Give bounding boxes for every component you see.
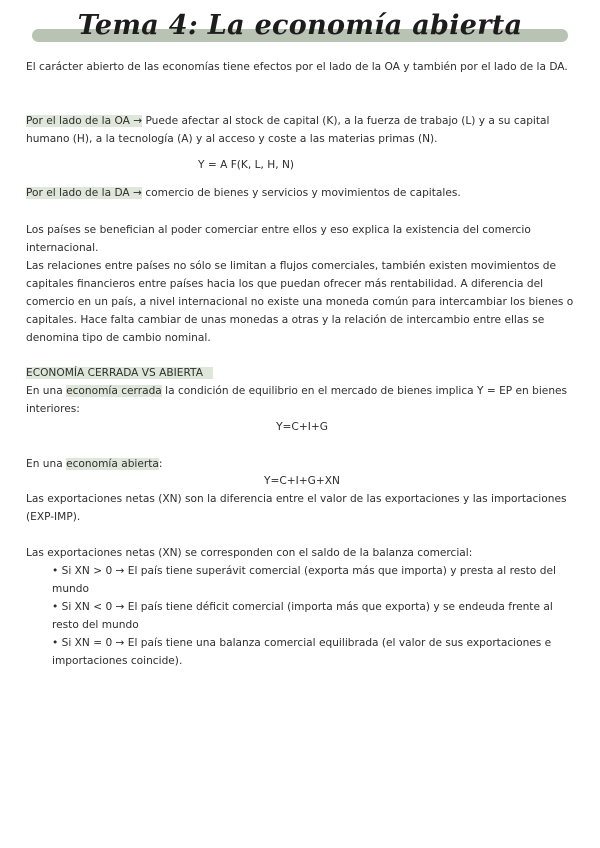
- open-economy-paragraph: [26, 455, 578, 473]
- list-item: • Si XN > 0 → El país tiene superávit comercial (exporta más que importa) y presta al resto del mundo: [52, 565, 556, 595]
- oa-text: Puede afectar al stock de capital (K), a la fuerza de trabajo (L) y a su capital humano (H), a la tecnología (A) y al acceso y coste a las materias primas (N).: [26, 115, 550, 145]
- oa-lead: Por el lado de la OA →: [26, 115, 143, 127]
- open-term: economía abierta: [66, 458, 159, 470]
- closed-pre: En una: [26, 385, 63, 397]
- closed-term: economía cerrada: [66, 385, 162, 397]
- closed-formula: Y=C+I+G: [276, 421, 328, 433]
- closed-post: la condición de equilibrio en el mercado de bienes implica Y = EP en bienes interiores:: [26, 385, 568, 415]
- trade-paragraph: Los países se benefician al poder comerciar entre ellos y eso explica la existencia del comercio internacional.: [26, 224, 531, 254]
- list-item: • Si XN = 0 → El país tiene una balanza comercial equilibrada (el valor de sus exportaciones e importaciones coincide).: [52, 637, 552, 667]
- page-title: Tema 4: La economía abierta: [77, 10, 523, 41]
- intro-paragraph: El carácter abierto de las economías tiene efectos por el lado de la OA y también por el lado de la DA.: [26, 61, 568, 73]
- balance-list: [52, 562, 580, 670]
- closed-economy-paragraph: [26, 382, 578, 418]
- da-text: comercio de bienes y servicios y movimientos de capitales.: [145, 187, 461, 199]
- section-heading-text: ECONOMÍA CERRADA VS ABIERTA: [26, 367, 213, 379]
- open-formula: Y=C+I+G+XN: [264, 475, 340, 487]
- capital-paragraph: Las relaciones entre países no sólo se limitan a flujos comerciales, también existen movimientos de capitales financieros entre países hacia los que puedan ofrecer más rentabilidad. A diferencia del comercio en un país, a nivel internacional no existe una moneda común para intercambiar los bienes o capitales. Hace falta cambiar de unas monedas a otras y la relación de intercambio entre ellas se denomina tipo de cambio nominal.: [26, 260, 574, 344]
- da-lead: Por el lado de la DA →: [26, 187, 142, 199]
- list-item: • Si XN < 0 → El país tiene déficit comercial (importa más que exporta) y se endeuda frente al resto del mundo: [52, 601, 553, 631]
- da-paragraph: [26, 184, 578, 202]
- open-post: :: [158, 458, 163, 470]
- oa-paragraph: [26, 112, 578, 148]
- open-pre: En una: [26, 458, 63, 470]
- balance-intro: Las exportaciones netas (XN) se corresponden con el saldo de la balanza comercial:: [26, 547, 473, 559]
- xn-definition: Las exportaciones netas (XN) son la diferencia entre el valor de las exportaciones y las importaciones (EXP-IMP).: [26, 493, 567, 523]
- production-formula: Y = A F(K, L, H, N): [198, 159, 295, 171]
- section-heading: [26, 364, 578, 382]
